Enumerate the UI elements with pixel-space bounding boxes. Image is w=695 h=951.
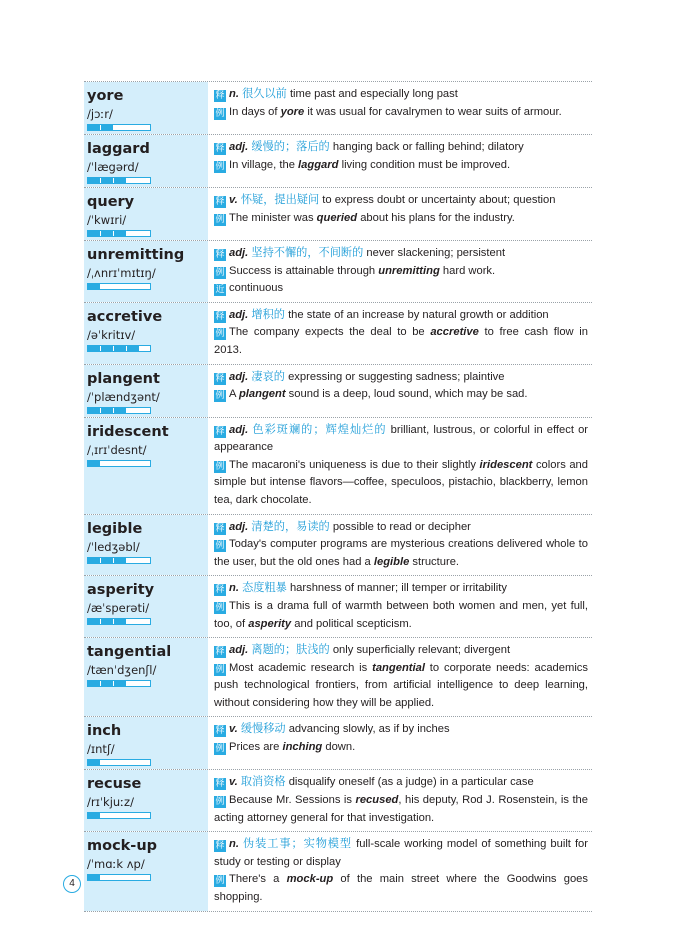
example-line bbox=[214, 598, 588, 633]
headword-cell bbox=[84, 188, 208, 240]
example-keyword: accretive bbox=[430, 326, 479, 339]
example-marker-icon: 例 bbox=[215, 161, 225, 172]
frequency-segment bbox=[88, 813, 100, 818]
frequency-segment bbox=[127, 461, 139, 466]
chinese-meaning: 怀疑，提出疑问 bbox=[240, 194, 320, 206]
frequency-segment bbox=[114, 346, 126, 351]
example-text: and political scepticism. bbox=[291, 617, 412, 630]
frequency-segment bbox=[88, 408, 100, 413]
part-of-speech: adj. bbox=[229, 423, 249, 436]
frequency-segment bbox=[114, 231, 126, 236]
headword: yore bbox=[87, 88, 124, 104]
frequency-bar bbox=[87, 812, 151, 819]
example-text: living condition must be improved. bbox=[338, 158, 511, 171]
part-of-speech: n. bbox=[229, 838, 239, 851]
example-line bbox=[214, 739, 588, 757]
chinese-meaning: 清楚的，易读的 bbox=[251, 520, 330, 533]
headword-cell bbox=[84, 241, 208, 302]
frequency-segment bbox=[101, 813, 113, 818]
example-text: There's a bbox=[229, 873, 287, 886]
headword: asperity bbox=[87, 582, 155, 599]
frequency-bar bbox=[87, 557, 151, 564]
frequency-bar bbox=[87, 345, 151, 352]
definition-marker-icon: 释 bbox=[215, 373, 225, 384]
vocab-entry bbox=[84, 135, 592, 188]
frequency-segment bbox=[127, 760, 139, 765]
example-keyword: asperity bbox=[248, 617, 292, 630]
example-line bbox=[214, 157, 588, 175]
headword-cell bbox=[84, 135, 208, 187]
headword: inch bbox=[87, 723, 122, 740]
frequency-segment bbox=[127, 284, 139, 289]
definition-cell bbox=[208, 515, 592, 576]
definition-marker-icon: 释 bbox=[215, 197, 225, 207]
frequency-segment bbox=[88, 125, 100, 130]
vocab-entry bbox=[84, 303, 592, 365]
example-marker-icon: 例 bbox=[215, 744, 225, 755]
example-text: it was usual for cavalrymen to wear suits of armour. bbox=[304, 105, 562, 118]
example-text: This is a drama full of warmth between both women and men, yet full, too, of bbox=[214, 599, 588, 630]
definition-cell bbox=[208, 418, 592, 514]
english-definition: harshness of manner; ill temper or irritability bbox=[289, 582, 507, 595]
frequency-segment bbox=[101, 681, 113, 686]
example-keyword: mock-up bbox=[286, 873, 334, 886]
frequency-segment bbox=[114, 681, 126, 686]
definition-marker-icon: 释 bbox=[215, 523, 225, 534]
english-definition: disqualify oneself (as a judge) in a particular case bbox=[288, 776, 534, 789]
frequency-bar bbox=[87, 874, 151, 881]
frequency-segment bbox=[114, 178, 126, 183]
definition-marker-icon: 释 bbox=[215, 585, 225, 596]
example-text: , his deputy, Rod J. Rosenstein, is the acting attorney general for that investigation. bbox=[214, 794, 588, 824]
definition-line bbox=[214, 307, 588, 325]
vocab-entry bbox=[84, 832, 592, 911]
headword-cell bbox=[84, 82, 208, 134]
chinese-meaning: 很久以前 bbox=[242, 88, 287, 100]
english-definition: expressing or suggesting sadness; plaintive bbox=[288, 370, 505, 383]
example-line bbox=[214, 263, 588, 281]
definition-cell bbox=[208, 82, 592, 134]
example-text: Prices are bbox=[229, 741, 283, 754]
example-marker-icon: 例 bbox=[215, 108, 225, 119]
frequency-segment bbox=[101, 231, 113, 236]
pronunciation: /tænˈdʒenʃl/ bbox=[87, 663, 157, 678]
synonym: continuous bbox=[229, 282, 284, 295]
example-text: Most academic research is bbox=[229, 661, 373, 674]
frequency-bar bbox=[87, 618, 151, 625]
headword-cell bbox=[84, 638, 208, 716]
frequency-segment bbox=[88, 231, 100, 236]
frequency-segment bbox=[127, 875, 139, 880]
example-marker-icon: 例 bbox=[215, 214, 225, 225]
chinese-meaning: 增积的 bbox=[251, 308, 285, 321]
frequency-segment bbox=[88, 760, 100, 765]
headword-cell bbox=[84, 418, 208, 514]
synonym-line bbox=[214, 280, 588, 298]
part-of-speech: adj. bbox=[229, 520, 249, 533]
chinese-meaning: 伪装工事；实物模型 bbox=[243, 838, 353, 851]
frequency-segment bbox=[88, 461, 100, 466]
example-text: about his plans for the industry. bbox=[357, 211, 515, 224]
example-line bbox=[214, 792, 588, 827]
frequency-segment bbox=[101, 284, 113, 289]
frequency-bar bbox=[87, 460, 151, 467]
example-text: In days of bbox=[229, 105, 281, 118]
example-keyword: recused bbox=[355, 794, 399, 807]
example-text: sound is a deep, loud sound, which may be sad. bbox=[285, 388, 528, 401]
frequency-bar bbox=[87, 124, 151, 131]
frequency-segment bbox=[114, 461, 126, 466]
vocab-entry bbox=[84, 770, 592, 832]
definition-marker-icon: 释 bbox=[215, 144, 225, 154]
frequency-segment bbox=[127, 125, 139, 130]
example-text: Because Mr. Sessions is bbox=[229, 794, 356, 807]
part-of-speech: v. bbox=[229, 723, 238, 736]
example-keyword: laggard bbox=[298, 158, 339, 171]
part-of-speech: v. bbox=[229, 194, 238, 206]
definition-marker-icon: 释 bbox=[215, 250, 225, 260]
frequency-segment bbox=[101, 125, 113, 130]
example-text: of the main street where the Goodwins goes shopping. bbox=[214, 873, 588, 904]
frequency-segment bbox=[88, 346, 100, 351]
definition-line bbox=[214, 519, 588, 537]
english-definition: hanging back or falling behind; dilatory bbox=[332, 141, 524, 153]
headword: laggard bbox=[87, 141, 150, 157]
example-keyword: tangential bbox=[372, 661, 425, 674]
chinese-meaning: 坚持不懈的，不间断的 bbox=[251, 247, 364, 259]
pronunciation: /əˈkritɪv/ bbox=[87, 327, 136, 342]
example-text: In village, the bbox=[229, 158, 299, 171]
example-marker-icon: 例 bbox=[215, 329, 225, 340]
example-keyword: queried bbox=[316, 211, 358, 224]
example-marker-icon: 例 bbox=[215, 541, 225, 552]
part-of-speech: adj. bbox=[229, 370, 249, 383]
headword-cell bbox=[84, 770, 208, 831]
frequency-bar bbox=[87, 407, 151, 414]
example-marker-icon: 例 bbox=[215, 461, 225, 472]
english-definition: only superficially relevant; divergent bbox=[332, 644, 511, 657]
vocabulary-list bbox=[84, 81, 592, 912]
example-text: The macaroni's uniqueness is due to their slightly bbox=[229, 458, 480, 471]
part-of-speech: v. bbox=[229, 776, 238, 789]
headword-cell bbox=[84, 365, 208, 417]
frequency-segment bbox=[88, 875, 100, 880]
definition-cell bbox=[208, 188, 592, 240]
definition-line bbox=[214, 642, 588, 660]
example-text: colors and simple but intense flavors—coffee, speculoos, pistachio, blackberry, lemon tea, dark chocolate. bbox=[214, 458, 588, 506]
pronunciation: /ˈplændʒənt/ bbox=[87, 389, 160, 404]
vocab-entry bbox=[84, 638, 592, 717]
chinese-meaning: 取消资格 bbox=[240, 776, 286, 789]
chinese-meaning: 离题的；肤浅的 bbox=[251, 644, 330, 657]
example-marker-icon: 例 bbox=[215, 602, 225, 613]
frequency-segment bbox=[101, 875, 113, 880]
frequency-segment bbox=[127, 681, 139, 686]
part-of-speech: adj. bbox=[229, 141, 249, 153]
english-definition: possible to read or decipher bbox=[332, 520, 471, 533]
vocab-entry bbox=[84, 515, 592, 577]
frequency-segment bbox=[101, 558, 113, 563]
frequency-segment bbox=[88, 284, 100, 289]
example-text: A bbox=[229, 388, 239, 401]
pronunciation: /ˈlægərd/ bbox=[87, 160, 139, 174]
part-of-speech: n. bbox=[229, 88, 239, 100]
definition-cell bbox=[208, 135, 592, 187]
frequency-segment bbox=[114, 558, 126, 563]
frequency-segment bbox=[101, 408, 113, 413]
frequency-segment bbox=[127, 408, 139, 413]
definition-line bbox=[214, 192, 588, 210]
pronunciation: /ˌɪrɪˈdesnt/ bbox=[87, 442, 147, 457]
definition-cell bbox=[208, 832, 592, 910]
definition-cell bbox=[208, 303, 592, 364]
vocab-entry bbox=[84, 418, 592, 515]
chinese-meaning: 凄哀的 bbox=[251, 370, 285, 383]
frequency-segment bbox=[88, 681, 100, 686]
definition-marker-icon: 释 bbox=[215, 726, 225, 737]
definition-line bbox=[214, 721, 588, 739]
part-of-speech: adj. bbox=[229, 247, 249, 259]
definition-cell bbox=[208, 638, 592, 716]
example-text: Success is attainable through bbox=[229, 264, 379, 277]
synonym-marker-icon: 近 bbox=[215, 285, 225, 296]
definition-line bbox=[214, 86, 588, 104]
example-line bbox=[214, 660, 588, 713]
chinese-meaning: 色彩斑斓的；辉煌灿烂的 bbox=[252, 423, 387, 436]
frequency-bar bbox=[87, 759, 151, 766]
frequency-segment bbox=[101, 619, 113, 624]
part-of-speech: adj. bbox=[229, 644, 249, 657]
vocab-entry bbox=[84, 81, 592, 135]
example-marker-icon: 例 bbox=[215, 797, 225, 808]
pronunciation: /æˈsperəti/ bbox=[87, 601, 150, 616]
english-definition: brilliant, lustrous, or colorful in effect or appearance bbox=[214, 423, 589, 454]
headword: plangent bbox=[87, 370, 160, 387]
example-marker-icon: 例 bbox=[215, 391, 225, 402]
english-definition: never slackening; persistent bbox=[366, 247, 506, 259]
definition-cell bbox=[208, 576, 592, 637]
example-line bbox=[214, 871, 588, 906]
definition-marker-icon: 释 bbox=[215, 426, 225, 437]
pronunciation: /ɪntʃ/ bbox=[87, 742, 115, 757]
chinese-meaning: 缓慢移动 bbox=[240, 723, 286, 736]
english-definition: to express doubt or uncertainty about; question bbox=[322, 194, 556, 206]
headword-cell bbox=[84, 303, 208, 364]
definition-marker-icon: 释 bbox=[215, 647, 225, 658]
frequency-segment bbox=[88, 558, 100, 563]
frequency-bar bbox=[87, 680, 151, 687]
page-number: 4 bbox=[63, 875, 81, 893]
frequency-segment bbox=[114, 284, 126, 289]
english-definition: the state of an increase by natural growth or addition bbox=[288, 308, 549, 321]
headword: legible bbox=[87, 520, 143, 537]
frequency-segment bbox=[88, 619, 100, 624]
vocab-entry bbox=[84, 188, 592, 241]
definition-cell bbox=[208, 241, 592, 302]
headword-cell bbox=[84, 832, 208, 910]
frequency-segment bbox=[127, 231, 139, 236]
example-keyword: legible bbox=[373, 555, 410, 568]
example-line bbox=[214, 457, 588, 510]
definition-marker-icon: 释 bbox=[215, 311, 225, 322]
vocab-entry bbox=[84, 365, 592, 418]
vocab-entry bbox=[84, 576, 592, 638]
example-line bbox=[214, 104, 588, 122]
headword: unremitting bbox=[87, 247, 185, 263]
example-text: down. bbox=[322, 741, 356, 754]
frequency-bar bbox=[87, 177, 151, 184]
pronunciation: /ˌʌnrɪˈmɪtɪŋ/ bbox=[87, 266, 156, 280]
chinese-meaning: 缓慢的；落后的 bbox=[251, 141, 330, 153]
example-keyword: iridescent bbox=[479, 458, 533, 471]
part-of-speech: n. bbox=[229, 582, 239, 595]
example-text: Today's computer programs are mysterious creations delivered whole to the user, but the old ones had a bbox=[214, 538, 588, 568]
frequency-segment bbox=[127, 178, 139, 183]
pronunciation: /rɪˈkjuːz/ bbox=[87, 795, 134, 810]
frequency-segment bbox=[101, 461, 113, 466]
example-text: to corporate needs: academics push technological frontiers, from artificial intelligence to deep learning, without considering how they will be applied. bbox=[214, 661, 588, 709]
definition-cell bbox=[208, 770, 592, 831]
definition-marker-icon: 释 bbox=[215, 91, 225, 101]
definition-line bbox=[214, 836, 588, 871]
part-of-speech: adj. bbox=[229, 308, 249, 321]
frequency-segment bbox=[101, 346, 113, 351]
headword: recuse bbox=[87, 776, 142, 793]
english-definition: full-scale working model of something built for study or testing or display bbox=[214, 838, 589, 868]
frequency-bar bbox=[87, 230, 151, 237]
headword-cell bbox=[84, 515, 208, 576]
example-text: to free cash flow in 2013. bbox=[214, 326, 588, 356]
pronunciation: /jɔːr/ bbox=[87, 107, 113, 121]
example-line bbox=[214, 210, 588, 228]
pronunciation: /ˈledʒəbl/ bbox=[87, 539, 140, 554]
frequency-segment bbox=[101, 178, 113, 183]
example-line bbox=[214, 536, 588, 571]
vocab-entry bbox=[84, 717, 592, 770]
definition-marker-icon: 释 bbox=[215, 841, 225, 852]
headword: mock-up bbox=[87, 838, 158, 855]
headword: accretive bbox=[87, 308, 163, 325]
definition-line bbox=[214, 774, 588, 792]
frequency-segment bbox=[114, 408, 126, 413]
definition-line bbox=[214, 245, 588, 263]
example-marker-icon: 例 bbox=[215, 267, 225, 278]
frequency-segment bbox=[114, 125, 126, 130]
example-marker-icon: 例 bbox=[215, 876, 225, 887]
example-keyword: unremitting bbox=[378, 264, 440, 277]
headword: query bbox=[87, 194, 135, 210]
frequency-segment bbox=[101, 760, 113, 765]
frequency-segment bbox=[88, 178, 100, 183]
example-marker-icon: 例 bbox=[215, 664, 225, 675]
definition-line bbox=[214, 139, 588, 157]
frequency-bar bbox=[87, 283, 151, 290]
frequency-segment bbox=[127, 619, 139, 624]
example-keyword: inching bbox=[282, 741, 323, 754]
frequency-segment bbox=[114, 875, 126, 880]
frequency-segment bbox=[127, 813, 139, 818]
headword: tangential bbox=[87, 644, 172, 661]
vocab-entry bbox=[84, 241, 592, 303]
definition-cell bbox=[208, 717, 592, 769]
example-line bbox=[214, 324, 588, 359]
english-definition: advancing slowly, as if by inches bbox=[288, 723, 450, 736]
frequency-segment bbox=[114, 760, 126, 765]
frequency-segment bbox=[127, 346, 139, 351]
definition-cell bbox=[208, 365, 592, 417]
english-definition: time past and especially long past bbox=[289, 88, 458, 100]
headword-cell bbox=[84, 717, 208, 769]
headword: iridescent bbox=[87, 423, 169, 440]
headword-cell bbox=[84, 576, 208, 637]
example-text: The minister was bbox=[229, 211, 317, 224]
definition-line bbox=[214, 580, 588, 598]
example-keyword: yore bbox=[280, 105, 305, 118]
chinese-meaning: 态度粗暴 bbox=[242, 582, 287, 595]
frequency-segment bbox=[127, 558, 139, 563]
frequency-segment bbox=[114, 619, 126, 624]
frequency-segment bbox=[114, 813, 126, 818]
definition-line bbox=[214, 369, 588, 387]
example-text: hard work. bbox=[439, 264, 496, 277]
definition-marker-icon: 释 bbox=[215, 779, 225, 790]
example-line bbox=[214, 386, 588, 404]
pronunciation: /ˈkwɪri/ bbox=[87, 213, 127, 227]
pronunciation: /ˈmɑːk ʌp/ bbox=[87, 857, 145, 872]
example-text: structure. bbox=[409, 555, 460, 568]
example-text: The company expects the deal to be bbox=[229, 326, 431, 339]
example-keyword: plangent bbox=[238, 388, 286, 401]
definition-line bbox=[214, 422, 588, 457]
